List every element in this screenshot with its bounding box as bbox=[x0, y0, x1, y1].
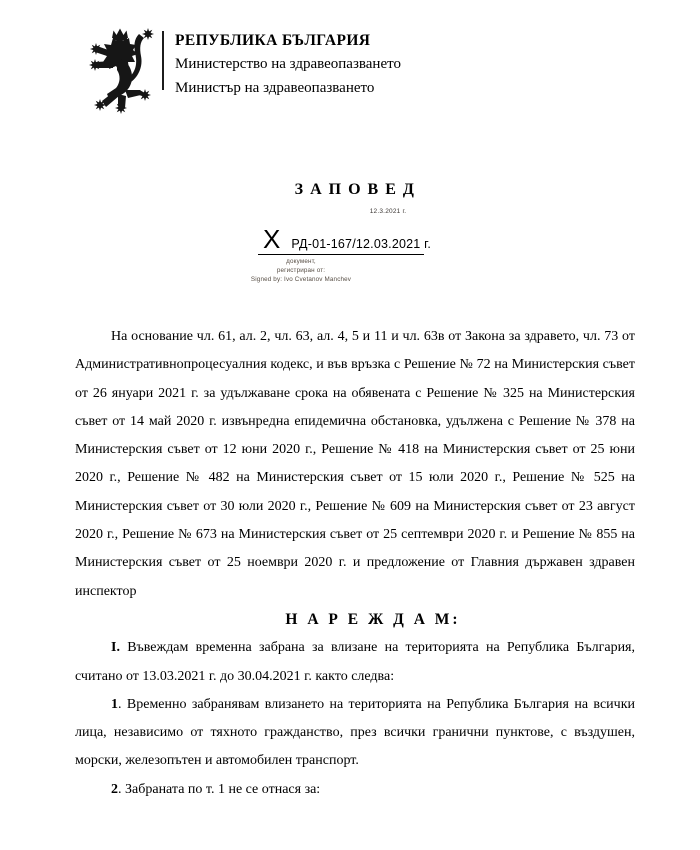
header-divider bbox=[162, 31, 164, 90]
minister-title: Министър на здравеопазването bbox=[175, 80, 375, 96]
republic-name: РЕПУБЛИКА БЪЛГАРИЯ bbox=[175, 32, 371, 49]
coat-of-arms-lion-icon bbox=[88, 28, 158, 114]
signature-x-mark: X bbox=[263, 224, 281, 254]
header-text bbox=[175, 28, 401, 104]
item-paragraph-I bbox=[75, 634, 635, 691]
item-number-1: 1 bbox=[111, 696, 118, 712]
order-body bbox=[75, 323, 635, 804]
signature-row bbox=[263, 226, 431, 252]
item-number-I: I. bbox=[111, 640, 120, 656]
order-number: РД-01-167/12.03.2021 г. bbox=[291, 237, 432, 251]
narezhdam-heading: Н А Р Е Ж Д А М: bbox=[285, 610, 461, 628]
item-paragraph-1 bbox=[75, 691, 635, 776]
signature-note bbox=[221, 258, 381, 284]
order-title: З А П О В Е Д bbox=[294, 181, 416, 198]
item-text-2: . Забраната по т. 1 не се отнася за: bbox=[118, 781, 321, 797]
signature-signer: Signed by: Ivo Cvetanov Manchev bbox=[250, 275, 352, 283]
signature-note-line: документ, bbox=[286, 258, 316, 265]
item-text-I: Въвеждам временна забрана за влизане на територията на Република България, считано от 13.03.2021 г. до 30.04.2021 г. както следва: bbox=[75, 640, 635, 684]
ministry-name: Министерство на здравеопазването bbox=[175, 56, 401, 72]
item-paragraph-2 bbox=[75, 776, 635, 804]
item-number-2: 2 bbox=[111, 781, 118, 797]
signature-note-line: регистриран от: bbox=[276, 266, 326, 274]
signature-date: 12.3.2021 г. bbox=[369, 208, 407, 215]
preamble-paragraph: На основание чл. 61, ал. 2, чл. 63, ал. 4, 5 и 11 и чл. 63в от Закона за здравето, чл. 73 от Административнопроцесуалния кодекс, и във връзка с Решение № 72 на Министерския съвет от 26 януари 2021 г. за удължаване срока на обявената с Решение № 325 на Министерския съвет от 14 май 2020 г. извънредна епидемична обстановка, удължена с Решение № 378 на Министерския съвет от 12 юни 2020 г., Решение № 418 на Министерския съвет от 25 юни 2020 г., Решение № 482 на Министерския съвет от 15 юли 2020 г., Решение № 525 на Министерския съвет от 30 юли 2020 г., Решение № 609 на Министерския съвет от 23 август 2020 г., Решение № 673 на Министерския съвет от 25 септември 2020 г. и Решение № 855 на Министерския съвет от 25 ноември 2020 г. и предложение от Главния държавен здравен инспектор bbox=[75, 329, 635, 599]
letterhead bbox=[88, 28, 401, 114]
item-text-1: . Временно забранявам влизането на територията на Република България на всички лица, независимо от тяхното гражданство, през всички гранични пунктове, с въздушен, морски, железопътен и автомобилен транспорт. bbox=[75, 696, 635, 769]
signature-line bbox=[258, 254, 424, 255]
